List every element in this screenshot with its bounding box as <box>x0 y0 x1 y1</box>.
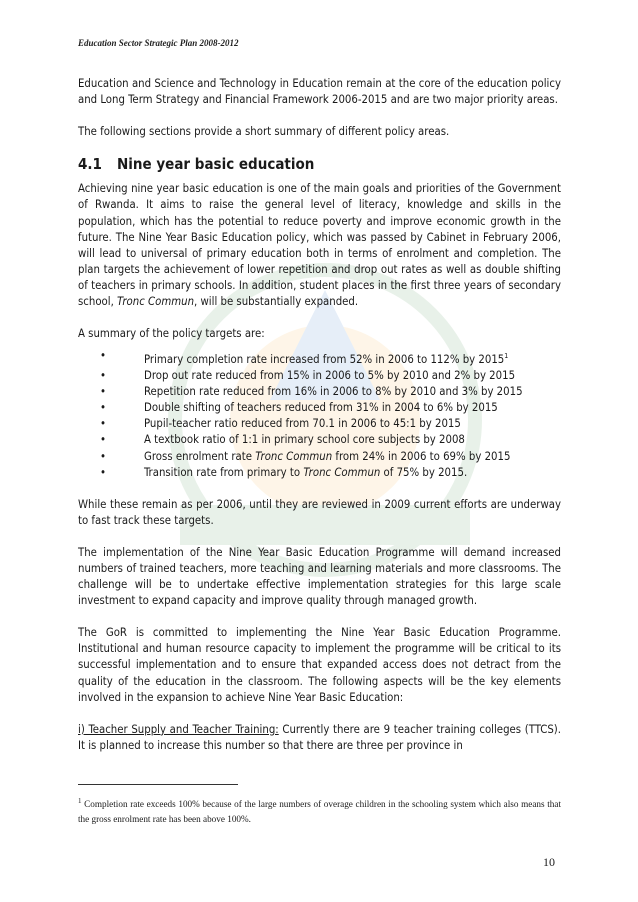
footnote <box>78 794 561 827</box>
list-item <box>78 465 561 481</box>
list-item-text: Double shifting of teachers reduced from 31% in 2004 to 6% by 2015 <box>144 401 498 415</box>
subsection-heading: i) Teacher Supply and Teacher Training: <box>78 722 279 736</box>
body-paragraph: While these remain as per 2006, until they are reviewed in 2009 current efforts are underway to fast track these targets. <box>78 497 561 527</box>
list-item-text: Transition rate from primary to <box>144 465 304 479</box>
bullet-icon: • <box>100 401 106 415</box>
targets-list <box>78 348 561 481</box>
body-paragraph: The implementation of the Nine Year Basic Education Programme will demand increased numbers of trained teachers, more teaching and learning materials and more classrooms. The challenge will be to undertake effective implementation strategies for this large scale investment to expand capacity and improve quality through managed growth. <box>78 545 561 608</box>
bullet-icon: • <box>100 349 106 363</box>
bullet-icon: • <box>100 465 106 479</box>
list-item-text: Gross enrolment rate <box>144 449 256 463</box>
list-item-text: Drop out rate reduced from 15% in 2006 to 5% by 2010 and 2% by 2015 <box>144 369 516 383</box>
bullet-icon: • <box>100 369 106 383</box>
list-item-text: Repetition rate reduced from 16% in 2006 to 8% by 2010 and 3% by 2015 <box>144 385 523 399</box>
list-item <box>78 416 561 432</box>
list-item <box>78 384 561 400</box>
list-item-text: Primary completion rate increased from 52% in 2006 to 112% by 2015 <box>144 352 505 366</box>
main-content <box>78 76 561 770</box>
bullet-icon: • <box>100 433 106 447</box>
section-title: Nine year basic education <box>117 155 315 174</box>
footnote-marker: 1 <box>78 797 82 805</box>
bullet-icon: • <box>100 417 106 431</box>
paragraph-text: Achieving nine year basic education is one of the main goals and priorities of the Government of Rwanda. It aims to raise the general level of literacy, knowledge and skills in the population, which has the potential to reduce poverty and improve economic growth in the future. The Nine Year Basic Education policy, which was passed by Cabinet in February 2006, will lead to universal of primary education both in terms of enrolment and completion. The plan targets the achievement of lower repetition and drop out rates as well as double shifting of teachers in primary schools. In addition, student places in the first three years of secondary school, <box>78 182 561 309</box>
paragraph-text: Currently there are 9 teacher training colleges (TTCS). It is planned to increase this number so that there are three per province in <box>78 722 561 752</box>
list-item-text: Pupil-teacher ratio reduced from 70.1 in 2006 to 45:1 by 2015 <box>144 417 461 431</box>
bullet-icon: • <box>100 385 106 399</box>
list-item-text: from 24% in 2006 to 69% by 2015 <box>332 449 511 463</box>
italic-term: Tronc Commun <box>117 295 195 309</box>
section-number: 4.1 <box>78 155 102 174</box>
targets-intro: A summary of the policy targets are: <box>78 327 265 341</box>
italic-term: Tronc Commun <box>303 465 381 479</box>
list-item-text: of 75% by 2015. <box>380 465 468 479</box>
list-item <box>78 368 561 384</box>
intro-paragraph: Education and Science and Technology in Education remain at the core of the education policy and Long Term Strategy and Financial Framework 2006-2015 and are two major priority areas. <box>78 77 561 107</box>
body-paragraph: The GoR is committed to implementing the Nine Year Basic Education Programme. Institutional and human resource capacity to implement the programme will be critical to its successful implementation and to ensure that expanded access does not detract from the quality of the education in the classroom. The following aspects will be the key elements involved in the expansion to achieve Nine Year Basic Education: <box>78 626 561 704</box>
list-item-text: A textbook ratio of 1:1 in primary school core subjects by 2008 <box>144 433 465 447</box>
bullet-icon: • <box>100 449 106 463</box>
intro-paragraph: The following sections provide a short summary of different policy areas. <box>78 125 450 139</box>
list-item <box>78 449 561 465</box>
footnote-divider <box>78 784 238 785</box>
list-item <box>78 400 561 416</box>
italic-term: Tronc Commun <box>255 449 333 463</box>
section-heading <box>78 156 561 172</box>
footnote-ref: 1 <box>504 352 509 361</box>
footnote-text: Completion rate exceeds 100% because of the large numbers of overage children in the schooling system which also means that the gross enrolment rate has been above 100%. <box>78 799 561 825</box>
page-number: 10 <box>543 855 555 869</box>
subsection-paragraph <box>78 722 561 754</box>
list-item <box>78 432 561 448</box>
paragraph-text: , will be substantially expanded. <box>194 295 359 309</box>
list-item <box>78 348 561 368</box>
running-header: Education Sector Strategic Plan 2008-2012 <box>78 38 239 48</box>
section-paragraph <box>78 181 561 310</box>
